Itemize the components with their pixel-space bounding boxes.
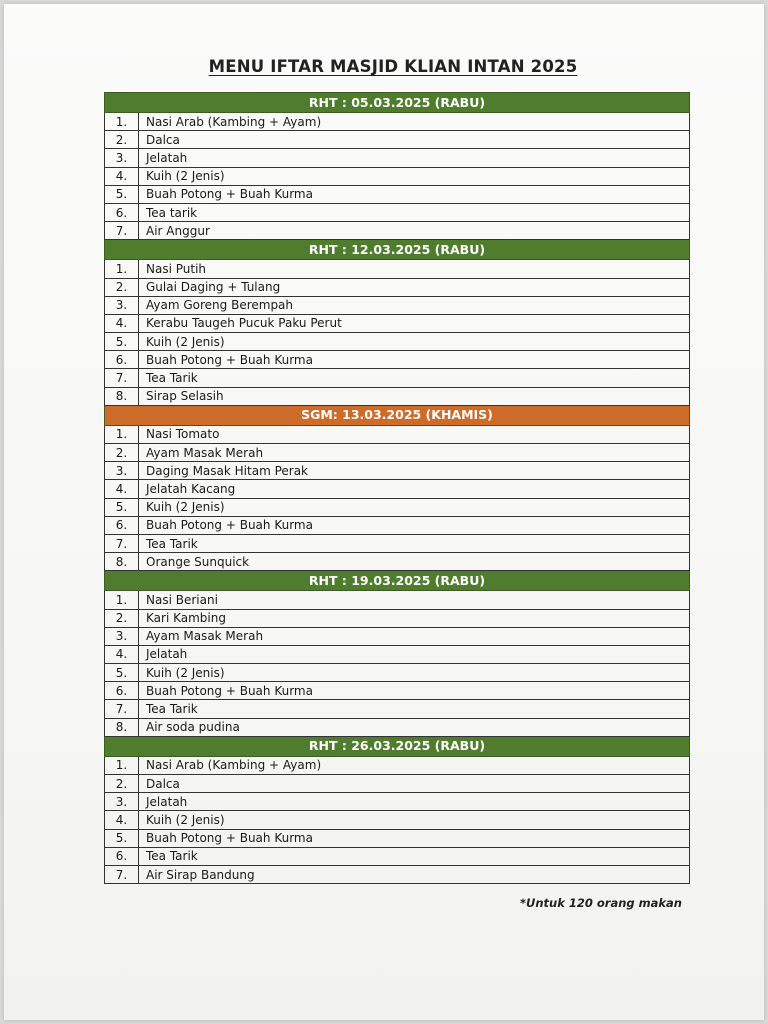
menu-item: Tea tarik <box>139 203 690 221</box>
section-header: RHT : 05.03.2025 (RABU) <box>105 93 690 113</box>
menu-item: Air soda pudina <box>139 718 690 736</box>
section-header-row <box>105 571 690 591</box>
paper-document <box>4 4 764 1020</box>
table-row <box>105 627 690 645</box>
item-number: 5. <box>105 498 139 516</box>
footnote: *Untuk 120 orang makan <box>520 896 682 910</box>
item-number: 6. <box>105 682 139 700</box>
menu-item: Kuih (2 Jenis) <box>139 664 690 682</box>
menu-item: Ayam Masak Merah <box>139 444 690 462</box>
item-number: 1. <box>105 756 139 774</box>
item-number: 4. <box>105 480 139 498</box>
item-number: 2. <box>105 775 139 793</box>
table-row <box>105 682 690 700</box>
item-number: 1. <box>105 113 139 131</box>
table-row <box>105 333 690 351</box>
menu-item: Nasi Arab (Kambing + Ayam) <box>139 113 690 131</box>
table-row <box>105 260 690 278</box>
menu-item: Kerabu Taugeh Pucuk Paku Perut <box>139 314 690 332</box>
menu-item: Jelatah <box>139 149 690 167</box>
item-number: 2. <box>105 609 139 627</box>
table-row <box>105 351 690 369</box>
item-number: 7. <box>105 700 139 718</box>
table-row <box>105 425 690 443</box>
table-row <box>105 534 690 552</box>
menu-item: Buah Potong + Buah Kurma <box>139 185 690 203</box>
section-header-row <box>105 93 690 113</box>
menu-item: Dalca <box>139 131 690 149</box>
table-row <box>105 645 690 663</box>
table-row <box>105 756 690 774</box>
menu-item: Daging Masak Hitam Perak <box>139 462 690 480</box>
table-row <box>105 847 690 865</box>
menu-item: Jelatah Kacang <box>139 480 690 498</box>
section-header: RHT : 26.03.2025 (RABU) <box>105 736 690 756</box>
table-row <box>105 480 690 498</box>
item-number: 3. <box>105 462 139 480</box>
item-number: 5. <box>105 333 139 351</box>
item-number: 4. <box>105 167 139 185</box>
item-number: 3. <box>105 296 139 314</box>
menu-item: Gulai Daging + Tulang <box>139 278 690 296</box>
table-row <box>105 131 690 149</box>
table-row <box>105 609 690 627</box>
item-number: 5. <box>105 664 139 682</box>
menu-item: Kari Kambing <box>139 609 690 627</box>
menu-item: Jelatah <box>139 793 690 811</box>
menu-item: Dalca <box>139 775 690 793</box>
menu-item: Nasi Tomato <box>139 425 690 443</box>
menu-item: Buah Potong + Buah Kurma <box>139 516 690 534</box>
table-row <box>105 700 690 718</box>
table-row <box>105 865 690 883</box>
item-number: 8. <box>105 718 139 736</box>
table-row <box>105 222 690 240</box>
table-row <box>105 387 690 405</box>
menu-table <box>104 92 690 884</box>
item-number: 1. <box>105 260 139 278</box>
menu-item: Nasi Arab (Kambing + Ayam) <box>139 756 690 774</box>
menu-item: Orange Sunquick <box>139 553 690 571</box>
item-number: 1. <box>105 591 139 609</box>
item-number: 1. <box>105 425 139 443</box>
menu-item: Jelatah <box>139 645 690 663</box>
item-number: 6. <box>105 203 139 221</box>
table-row <box>105 462 690 480</box>
item-number: 6. <box>105 847 139 865</box>
menu-item: Buah Potong + Buah Kurma <box>139 829 690 847</box>
item-number: 8. <box>105 553 139 571</box>
section-header-row <box>105 736 690 756</box>
item-number: 2. <box>105 278 139 296</box>
menu-item: Tea Tarik <box>139 700 690 718</box>
item-number: 4. <box>105 645 139 663</box>
item-number: 7. <box>105 534 139 552</box>
table-row <box>105 553 690 571</box>
table-row <box>105 296 690 314</box>
table-row <box>105 369 690 387</box>
item-number: 2. <box>105 444 139 462</box>
menu-item: Ayam Goreng Berempah <box>139 296 690 314</box>
menu-item: Air Sirap Bandung <box>139 865 690 883</box>
menu-item: Air Anggur <box>139 222 690 240</box>
table-row <box>105 516 690 534</box>
table-row <box>105 185 690 203</box>
table-row <box>105 591 690 609</box>
item-number: 8. <box>105 387 139 405</box>
item-number: 3. <box>105 149 139 167</box>
section-header-row <box>105 405 690 425</box>
menu-item: Kuih (2 Jenis) <box>139 167 690 185</box>
item-number: 3. <box>105 627 139 645</box>
table-row <box>105 664 690 682</box>
menu-item: Buah Potong + Buah Kurma <box>139 682 690 700</box>
table-row <box>105 149 690 167</box>
menu-item: Kuih (2 Jenis) <box>139 811 690 829</box>
item-number: 3. <box>105 793 139 811</box>
menu-item: Tea Tarik <box>139 534 690 552</box>
item-number: 7. <box>105 222 139 240</box>
section-header: RHT : 12.03.2025 (RABU) <box>105 240 690 260</box>
item-number: 4. <box>105 811 139 829</box>
table-row <box>105 498 690 516</box>
menu-item: Buah Potong + Buah Kurma <box>139 351 690 369</box>
menu-table-body <box>105 93 690 884</box>
table-row <box>105 775 690 793</box>
table-row <box>105 167 690 185</box>
table-row <box>105 314 690 332</box>
item-number: 5. <box>105 829 139 847</box>
menu-item: Sirap Selasih <box>139 387 690 405</box>
table-row <box>105 203 690 221</box>
section-header-row <box>105 240 690 260</box>
page-title: MENU IFTAR MASJID KLIAN INTAN 2025 <box>208 57 578 76</box>
item-number: 6. <box>105 351 139 369</box>
menu-item: Kuih (2 Jenis) <box>139 498 690 516</box>
item-number: 2. <box>105 131 139 149</box>
item-number: 4. <box>105 314 139 332</box>
table-row <box>105 113 690 131</box>
table-row <box>105 811 690 829</box>
section-header: RHT : 19.03.2025 (RABU) <box>105 571 690 591</box>
table-row <box>105 278 690 296</box>
table-row <box>105 718 690 736</box>
section-header: SGM: 13.03.2025 (KHAMIS) <box>105 405 690 425</box>
table-row <box>105 444 690 462</box>
item-number: 7. <box>105 865 139 883</box>
menu-item: Tea Tarik <box>139 369 690 387</box>
item-number: 7. <box>105 369 139 387</box>
item-number: 5. <box>105 185 139 203</box>
menu-item: Nasi Putih <box>139 260 690 278</box>
table-row <box>105 793 690 811</box>
menu-item: Ayam Masak Merah <box>139 627 690 645</box>
menu-item: Nasi Beriani <box>139 591 690 609</box>
menu-item: Tea Tarik <box>139 847 690 865</box>
item-number: 6. <box>105 516 139 534</box>
menu-item: Kuih (2 Jenis) <box>139 333 690 351</box>
table-row <box>105 829 690 847</box>
